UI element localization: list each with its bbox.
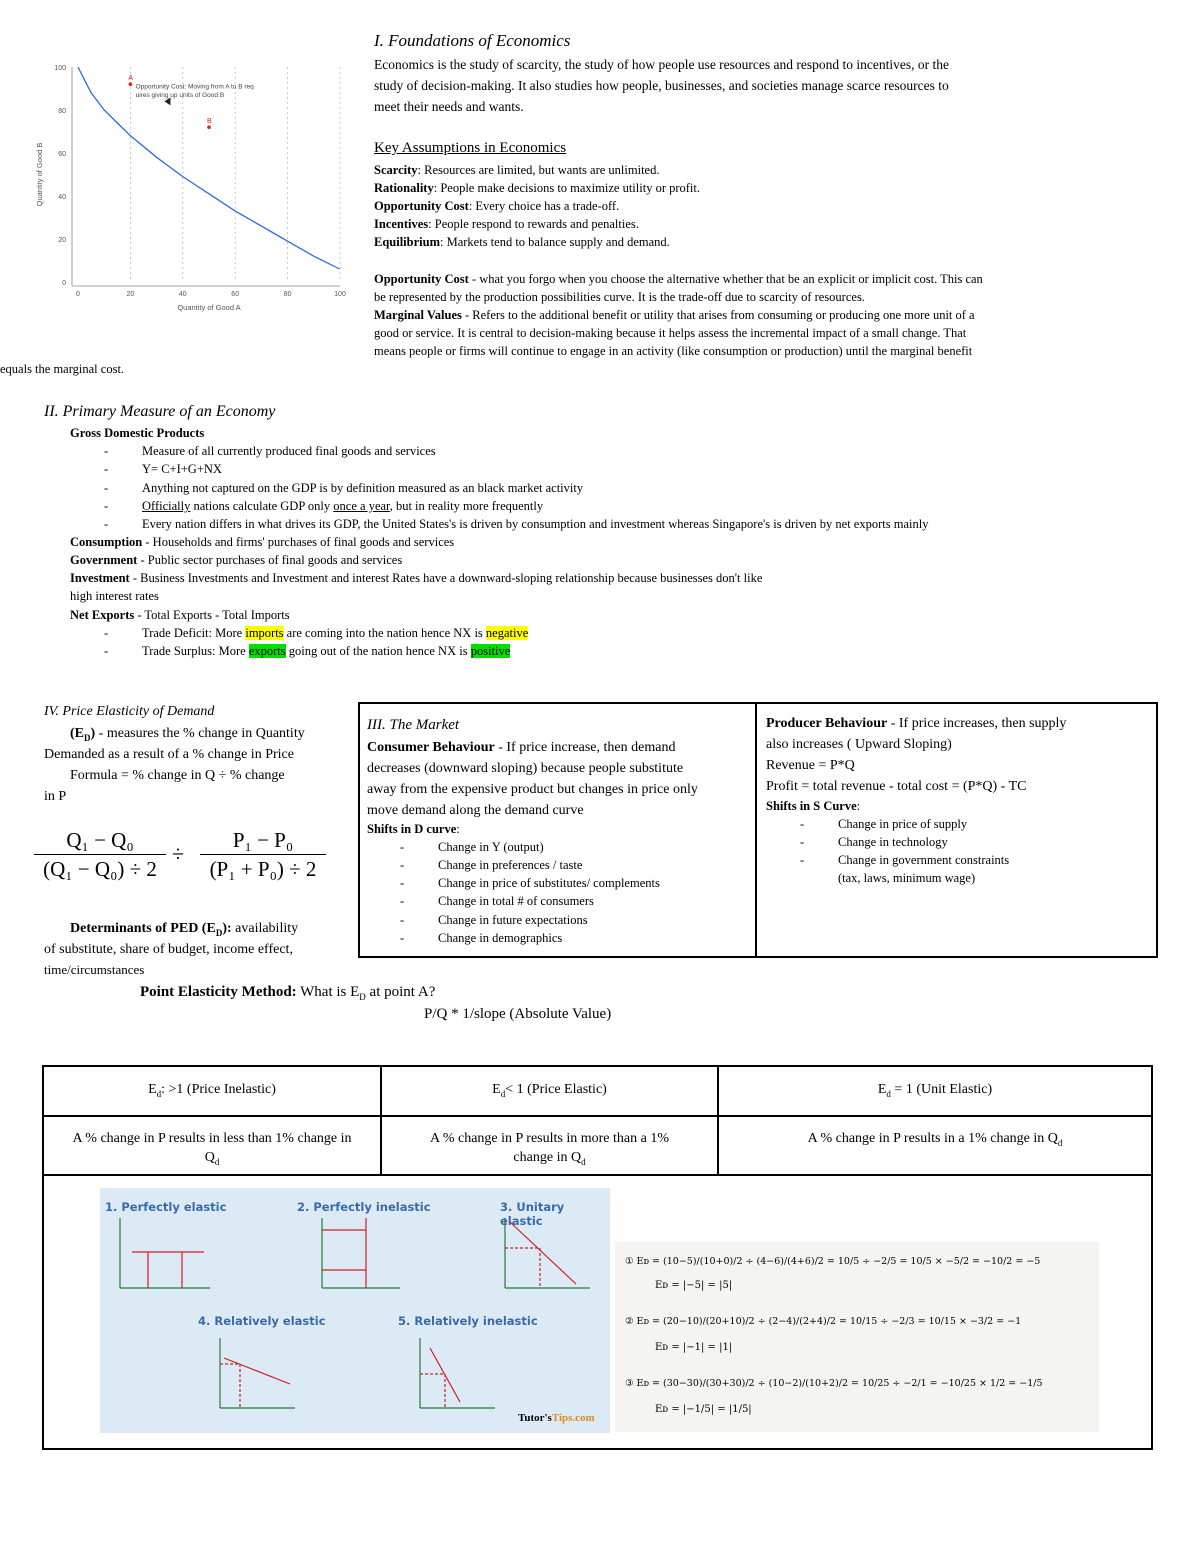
gdp-bullet-text: nations calculate GDP only (190, 499, 334, 513)
ped-definition-line-2: Demanded as a result of a % change in Price (44, 747, 294, 762)
formula-num-p: P₁ − P₀ (232, 828, 294, 852)
table-rule (42, 1174, 1153, 1176)
y-tick-label: 100 (54, 65, 66, 72)
calc-1: ① Eᴅ = (10−5)/(10+0)/2 ÷ (4−6)/(4+6)/2 = 10/5 ÷ −2/5 = 10/5 × −5/2 = −10/2 = −5 (625, 1256, 1041, 1267)
shift-d-item: - Change in Y (output) (438, 838, 544, 856)
formula-bar (34, 854, 166, 855)
investment-text: - Business Investments and Investment and interest Rates have a downward-sloping relationship because businesses don't like (129, 571, 763, 585)
table-header-inelastic (44, 1080, 380, 1104)
ppc-point-label: A (128, 75, 134, 83)
point-elasticity-term: Point Elasticity Method: (140, 984, 297, 1000)
x-axis-label: Quantity of Good A (177, 303, 241, 312)
formula-den-p: (P₁ + P₀) ÷ 2 (209, 857, 317, 881)
investment-line (70, 569, 762, 587)
point-elasticity-question-end: at point A? (365, 984, 436, 1000)
econ-def-line-1: Economics is the study of scarcity, the study of how people use resources and respond to incentives, or the (374, 57, 949, 72)
determinants-line-2: of substitute, share of budget, income effect, (44, 942, 293, 957)
assumption-term: Scarcity (374, 163, 418, 177)
ped-term-sub: D (84, 732, 91, 743)
consumer-behaviour-term: Consumer Behaviour (367, 740, 495, 755)
shift-s-item: - Change in price of supply (838, 815, 967, 833)
consumption-term: Consumption (70, 535, 143, 549)
marginal-values-text: - Refers to the additional benefit or utility that arises from consuming or producing one more unit of a (461, 308, 975, 322)
producer-behaviour-line-1 (766, 714, 1066, 733)
gdp-bullet: - Measure of all currently produced final goods and services (142, 442, 436, 460)
shifts-s-title: Shifts in S Curve (766, 799, 857, 813)
assumption-equilibrium (374, 233, 670, 251)
formula-fraction-q (30, 828, 170, 881)
assumption-incentives (374, 215, 639, 233)
profit-line: Profit = total revenue - total cost = (P*Q) - TC (766, 779, 1027, 794)
marginal-values-term: Marginal Values (374, 308, 462, 322)
assumption-text: : Resources are limited, but wants are unlimited. (417, 163, 660, 177)
determinants-text: availability (231, 921, 299, 936)
trade-deficit-text: Trade Deficit: More (142, 626, 246, 640)
section-4-title: IV. Price Elasticity of Demand (44, 704, 215, 719)
gdp-bullet: - Y= C+I+G+NX (142, 460, 222, 478)
shift-s-item-continued: (tax, laws, minimum wage) (838, 871, 976, 885)
gdp-bullet (142, 497, 543, 515)
elasticity-mini-charts (100, 1188, 610, 1433)
determinants-line-3: time/circumstances (44, 962, 145, 977)
handwritten-calculations (615, 1242, 1099, 1432)
consumer-behaviour-line-3: away from the expensive product but changes in price only (367, 782, 698, 797)
ppc-chart (30, 55, 360, 325)
calc-3: ③ Eᴅ = (30−30)/(30+30)/2 ÷ (10−2)/(10+2)/2 = 10/25 ÷ −2/1 = −10/25 × 1/2 = −1/5 (625, 1378, 1043, 1389)
marginal-values-line-2: good or service. It is central to decision-making because it helps assess the incremental impact of a small change. That (374, 326, 967, 340)
consumer-behaviour-line-2: decreases (downward sloping) because people substitute (367, 761, 684, 776)
cell-text: A % change in P results in less than 1% change in (72, 1131, 352, 1146)
investment-line-2: high interest rates (70, 589, 159, 603)
ppc-point (129, 82, 133, 86)
consumption-text: - Households and firms' purchases of final goods and services (142, 535, 455, 549)
marginal-values-line-4: equals the marginal cost. (0, 362, 125, 376)
calc-1-result: Eᴅ = |−5| = |5| (655, 1280, 733, 1291)
shift-s-item: - Change in technology (838, 833, 948, 851)
gdp-bullet: - Anything not captured on the GDP is by definition measured as an black market activity (142, 479, 583, 497)
y-axis-label: Quantity of Good B (35, 142, 44, 207)
logo-part-1: Tutor's (518, 1412, 552, 1424)
formula-num-q: Q₁ − Q₀ (66, 828, 134, 852)
formula-den-q: (Q₁ − Q₀) ÷ 2 (43, 857, 157, 881)
opportunity-cost-line-1 (374, 270, 983, 288)
opportunity-cost-term: Opportunity Cost (374, 272, 469, 286)
cell-text: A % change in P results in more than a 1% (430, 1131, 669, 1146)
x-tick-label: 40 (178, 291, 187, 298)
calc-2-result: Eᴅ = |−1| = |1| (655, 1342, 733, 1353)
ppc-point-label: B (207, 118, 212, 126)
section-3-title: III. The Market (367, 717, 460, 733)
ppc-annotation: uires giving up units of Good B (135, 92, 225, 100)
marginal-values-line-1 (374, 306, 975, 324)
trade-deficit-text: are coming into the nation hence NX is (283, 626, 486, 640)
y-tick-label: 80 (58, 108, 66, 115)
ped-text: - measures the % change in Quantity (95, 726, 305, 741)
mini-chart-relatively-elastic (220, 1338, 295, 1408)
table-cell-inelastic (44, 1129, 380, 1172)
net-exports-text: - Total Exports - Total Imports (134, 608, 290, 622)
ppc-point (207, 125, 211, 129)
gdp-bullet: - Every nation differs in what drives its GDP, the United States's is driven by consumption and investment whereas Singapore's is driven by net exports mainly (142, 515, 928, 533)
net-exports-term: Net Exports (70, 608, 135, 622)
header-text: : >1 (Price Inelastic) (161, 1082, 276, 1097)
header-text: < 1 (Price Elastic) (505, 1082, 607, 1097)
shifts-s-title-line: Shifts in S Curve: (766, 799, 861, 813)
x-tick-label: 100 (334, 291, 346, 298)
producer-behaviour-term: Producer Behaviour (766, 716, 888, 731)
section-1-title: I. Foundations of Economics (374, 31, 571, 50)
mini-chart-perfectly-elastic (120, 1218, 210, 1288)
shift-d-item: - Change in total # of consumers (438, 892, 594, 910)
shifts-d-title-line: Shifts in D curve: (367, 822, 460, 836)
cell-text (719, 1129, 1151, 1153)
header-text: E (148, 1082, 157, 1097)
government-term: Government (70, 553, 138, 567)
consumer-behaviour-line-1 (367, 738, 675, 757)
negative-highlight: negative (485, 626, 529, 640)
assumption-scarcity (374, 161, 659, 179)
x-tick-label: 20 (126, 291, 135, 298)
shift-d-item: - Change in preferences / taste (438, 856, 582, 874)
ped-formula-line-1: Formula = % change in Q ÷ % change (70, 768, 285, 783)
consumption-line (70, 533, 454, 551)
tutors-tips-logo (518, 1412, 595, 1424)
assumption-text: : Every choice has a trade-off. (468, 199, 620, 213)
trade-surplus-text: Trade Surplus: More (142, 644, 249, 658)
assumption-term: Equilibrium (374, 235, 440, 249)
point-elasticity-question: What is E (296, 984, 360, 1000)
section-2-title: II. Primary Measure of an Economy (44, 403, 276, 420)
market-box-divider (755, 702, 757, 958)
consumer-behaviour-line-4: move demand along the demand curve (367, 803, 584, 818)
gdp-term: Gross Domestic Products (70, 426, 205, 440)
assumption-term: Rationality (374, 181, 434, 195)
x-tick-label: 0 (76, 291, 80, 298)
cell-sub: d (581, 1156, 586, 1167)
trade-deficit-bullet (142, 624, 528, 642)
cell-text (44, 1148, 380, 1172)
x-tick-label: 80 (283, 291, 292, 298)
table-cell-unit (719, 1129, 1151, 1153)
net-exports-line (70, 606, 290, 624)
calc-2: ② Eᴅ = (20−10)/(20+10)/2 ÷ (2−4)/(2+4)/2 = 10/15 ÷ −2/3 = 10/15 × −3/2 = −1 (625, 1316, 1022, 1327)
elastic-title-1: 1. Perfectly elastic (105, 1200, 227, 1214)
determinants-term: Determinants of PED (E (70, 921, 216, 936)
assumption-opportunity-cost (374, 197, 619, 215)
key-assumptions-title: Key Assumptions in Economics (374, 140, 567, 156)
shift-s-item: - Change in government constraints (838, 851, 1009, 869)
table-header-elastic (382, 1080, 717, 1104)
logo-part-2: Tips.com (551, 1412, 595, 1424)
calc-3-result: Eᴅ = |−1/5| = |1/5| (655, 1404, 752, 1415)
header-text: E (492, 1082, 501, 1097)
formula-fraction-p (196, 828, 330, 881)
header-sub: d (156, 1088, 162, 1099)
formula-divide: ÷ (172, 841, 185, 866)
elastic-title-3: 3. Unitary elastic (500, 1200, 565, 1228)
y-tick-label: 20 (58, 237, 66, 244)
marginal-values-line-3: means people or firms will continue to engage in an activity (like consumption or production) until the marginal benefit (374, 344, 973, 358)
elastic-title-4: 4. Relatively elastic (198, 1314, 326, 1328)
assumption-rationality (374, 179, 700, 197)
trade-surplus-text: going out of the nation hence NX is (285, 644, 471, 658)
header-text: = 1 (Unit Elastic) (890, 1082, 993, 1097)
positive-highlight: positive (470, 644, 511, 658)
y-tick-label: 40 (58, 194, 66, 201)
ped-formula-line-2: in P (44, 789, 67, 804)
formula-bar (200, 854, 326, 855)
government-line (70, 551, 402, 569)
header-sub: d (886, 1088, 891, 1099)
investment-term: Investment (70, 571, 130, 585)
imports-highlight: imports (245, 626, 284, 640)
opportunity-cost-line-2: be represented by the production possibilities curve. It is the trade-off due to scarcity of resources. (374, 290, 865, 304)
x-tick-label: 60 (231, 291, 240, 298)
cell-text (382, 1148, 717, 1172)
table-cell-elastic (382, 1129, 717, 1172)
mini-chart-relatively-inelastic (420, 1338, 495, 1408)
cell-q: Q (204, 1150, 215, 1165)
econ-def-line-2: study of decision-making. It also studies how people, businesses, and societies manage scarce resources to (374, 78, 949, 93)
shifts-d-title: Shifts in D curve (367, 822, 457, 836)
assumption-term: Incentives (374, 217, 429, 231)
table-rule (42, 1115, 1153, 1117)
gdp-bullet-text: , but in reality more frequently (389, 499, 544, 513)
ped-term: (E (70, 726, 84, 741)
cell-sub: d (1057, 1137, 1063, 1148)
cell-sub: d (214, 1156, 220, 1167)
producer-behaviour-line-2: also increases ( Upward Sloping) (766, 737, 952, 752)
elastic-title-2: 2. Perfectly inelastic (297, 1200, 431, 1214)
table-header-unit (719, 1080, 1151, 1104)
assumption-text: : People make decisions to maximize utility or profit. (433, 181, 701, 195)
ped-term-close: ) (90, 726, 96, 741)
cell-q: A % change in P results in a 1% change in Q (807, 1131, 1058, 1146)
econ-def-line-3: meet their needs and wants. (374, 99, 524, 114)
consumer-behaviour-text: - If price increase, then demand (494, 740, 676, 755)
mini-chart-unitary-elastic (505, 1218, 590, 1288)
determinants-sub: D (215, 927, 223, 938)
gdp-bullet-once-a-year: once a year (333, 499, 390, 513)
exports-highlight: exports (248, 644, 286, 658)
mini-chart-perfectly-inelastic (322, 1218, 400, 1288)
gdp-bullet-officially: Officially (142, 499, 191, 513)
shift-d-item: - Change in price of substitutes/ complements (438, 874, 660, 892)
shift-d-item: - Change in demographics (438, 929, 562, 947)
shift-d-item: - Change in future expectations (438, 911, 588, 929)
elastic-title-5: 5. Relatively inelastic (398, 1314, 538, 1328)
government-text: - Public sector purchases of final goods and services (137, 553, 403, 567)
y-tick-label: 0 (62, 280, 66, 287)
header-text: E (877, 1082, 887, 1097)
trade-surplus-bullet (142, 642, 510, 660)
header-sub: d (500, 1088, 506, 1099)
point-elasticity-sub: D (359, 992, 366, 1002)
ppc-annotation: Opportunity Cost: Moving from A to B req (135, 83, 254, 91)
opportunity-cost-text: - what you forgo when you choose the alternative whether that be an explicit or implicit cost. This can (468, 272, 983, 286)
cell-q: change in Q (513, 1150, 582, 1165)
point-elasticity-line (140, 982, 435, 1007)
revenue-line: Revenue = P*Q (766, 758, 855, 773)
y-tick-label: 60 (58, 151, 66, 158)
assumption-text: : People respond to rewards and penalties. (428, 217, 639, 231)
producer-behaviour-text: - If price increases, then supply (887, 716, 1067, 731)
determinants-close: ): (222, 921, 232, 936)
point-elasticity-formula: P/Q * 1/slope (Absolute Value) (424, 1006, 612, 1022)
assumption-term: Opportunity Cost (374, 199, 469, 213)
assumption-text: : Markets tend to balance supply and demand. (440, 235, 670, 249)
elasticity-types-image (100, 1188, 610, 1433)
